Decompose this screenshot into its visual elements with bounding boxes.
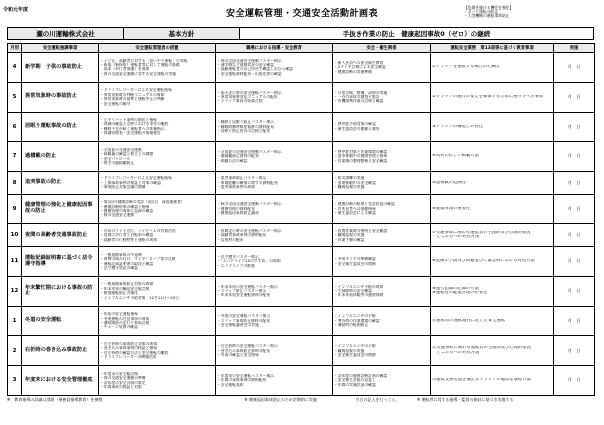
checks-cell — [431, 276, 554, 306]
manager-item: ・荷物の積み付け、ワイヤーロープ等の点検 — [100, 257, 176, 262]
priority-cell: 年末繁忙期における事故の防止 — [22, 276, 99, 306]
safety-item: ・凍結時の転倒防止 — [334, 323, 369, 328]
education-item: ・通学路など道路状況の安全確認 — [217, 62, 274, 67]
safety-cell — [333, 306, 431, 336]
priority-cell: 居眠り運転事故の防止 — [22, 112, 99, 142]
safety-item: ・寒冷時の作業環境の確認 — [334, 318, 380, 323]
checks-cell — [431, 306, 554, 336]
manager-item: ・チェーン装着の確認 — [100, 325, 138, 330]
education-item: ・安全運転表彰 — [217, 382, 244, 387]
education-item: ・春の全国交通安全運動パスター掲示 — [217, 58, 282, 63]
checks-item: ②トラックの運行の安全を確保するために遵守すべき事項 — [432, 94, 544, 99]
manager-item: ・右左折時の確認方法と安全運転の徹底 — [100, 350, 169, 355]
education-item: ・全国夏の交通安全運動パスター掲示 — [217, 150, 282, 155]
col-header-education: 職場における指導・安全教育 — [216, 44, 333, 53]
table-row — [8, 306, 595, 336]
footer-note: ※ 健康起因事故防止のため定期的に実施 — [244, 397, 317, 402]
manager-item: ・運転記録証明書の取得と確認 — [100, 261, 154, 266]
manager-item: ・安全パトロール — [100, 156, 131, 161]
checks-cell — [431, 194, 554, 224]
education-item: ・雨天走行時の安全運転パスター掲示 — [217, 90, 282, 95]
education-item: ・年末年始の安全運転パスター掲示 — [217, 284, 278, 289]
safety-cell — [333, 82, 431, 112]
manager-item: ・年間事故の検証と対策 — [100, 384, 142, 389]
education-item: ・睡眠と居眠り防止パスター掲示 — [217, 120, 274, 125]
manager-item: ・ドライブレコーダーの映像活用 — [100, 355, 157, 360]
safety-item: ・安全衛生委員会の開催 — [334, 261, 376, 266]
table-row — [8, 224, 595, 247]
education-cell — [216, 172, 333, 195]
education-item: ・秋の全国交通安全運動パスター掲示 — [217, 202, 282, 207]
result-date-cell: 月 日 — [554, 82, 595, 112]
header-note: 【危険を避ける機会を強化】 — [464, 5, 514, 10]
manager-cell — [99, 247, 216, 277]
safety-item: ・夏季休暇中の健康管理と指導 — [334, 154, 388, 159]
table-row — [8, 53, 595, 83]
month-cell: 7 — [8, 142, 22, 172]
manager-item: ・年度末の安全総点検 — [100, 371, 138, 376]
month-cell: 5 — [8, 82, 22, 112]
table-row — [8, 336, 595, 366]
checks-item: ⑪運転者の運転適性に応じた安全運転 — [432, 318, 506, 323]
manager-cell — [99, 82, 216, 112]
manager-cell — [99, 276, 216, 306]
education-item: ・冬道の安全運転パスター掲示 — [217, 314, 271, 319]
manager-item: ・積載量の確認と荷主との調整 — [100, 152, 154, 157]
result-date-cell: 月 日 — [554, 112, 595, 142]
safety-cell — [333, 194, 431, 224]
education-item: ・「エコドライブ10のすすめ」の周知 — [217, 259, 281, 264]
priority-cell: 新学期 子供の事故防止 — [22, 53, 99, 83]
education-cell — [216, 82, 333, 112]
manager-item: ・異常気象時の基準と運転中止の判断 — [100, 97, 165, 102]
header-note: ・ネバリ運転の防止 — [464, 9, 499, 15]
manager-item: ・早めのライト点灯、ハイビームの有効活用 — [100, 228, 176, 233]
policy-slogan: 手抜き作業の防止 健康起因事故0（ゼロ）の継続 — [240, 28, 594, 40]
education-item: ・健康管理の資料配布 — [217, 206, 255, 211]
table-row — [8, 366, 595, 396]
table-row — [8, 194, 595, 224]
manager-cell — [99, 112, 216, 142]
manager-item: ・秋の交通安全運動 — [100, 213, 135, 218]
safety-cell — [333, 172, 431, 195]
company-name: 瀬の川運輸株式会社 — [8, 28, 124, 40]
checks-cell — [431, 336, 554, 366]
result-date-cell: 月 日 — [554, 224, 595, 247]
education-item: ・過積載防止資料の配布 — [217, 154, 259, 159]
manager-item: ・体調管理表・安全運転の情報報告 — [100, 131, 161, 136]
education-item: ・年度末の安全運転パスター掲示 — [217, 373, 274, 378]
safety-item: ・一斉の事故の調査と集計 — [334, 94, 380, 99]
safety-item: ・職場巡視の実施 — [334, 348, 365, 353]
checks-cell — [431, 112, 554, 142]
safety-item: ・健康診断の実施準備 — [334, 69, 372, 74]
education-cell — [216, 336, 333, 366]
safety-item: ・インフルエンザの予防 — [334, 344, 376, 349]
manager-item: ・子ども、高齢者に対する「思いやり運転」の実践 — [100, 58, 188, 63]
priority-cell: 右折時の巻き込み事故防止 — [22, 336, 99, 366]
safety-item: ・健康診断の結果と受診状況の確認 — [334, 202, 395, 207]
checks-cell — [431, 142, 554, 172]
education-cell — [216, 366, 333, 396]
education-item: ・高齢運転者の自己申告で確認しおむつ確認 — [217, 67, 293, 72]
manager-cell — [99, 194, 216, 224]
education-item: ・トラック車両の始業点検 — [217, 99, 263, 104]
safety-item: ・防災訓練の実施 — [334, 176, 365, 181]
checks-item: ⑥健康管理の重要性 — [432, 206, 471, 211]
education-cell — [216, 276, 333, 306]
safety-item: ・衛生委員会の開催と報告 — [334, 126, 380, 131]
priority-cell: 年度末における安全管理徹底 — [22, 366, 99, 396]
checks-cell — [431, 247, 554, 277]
table-row — [8, 247, 595, 277]
checks-item: ⑧危険の予測及び回避並びに緊急時における対処方法 — [432, 259, 535, 264]
month-cell: 1 — [8, 306, 22, 336]
footer-note: 月日の記入を行うこと。 — [355, 397, 400, 402]
month-cell: 4 — [8, 53, 22, 83]
checks-cell — [431, 82, 554, 112]
manager-item: ・新規（新採用）運転者等に対して運転の基礎 — [100, 62, 180, 67]
checks-item: ⑩運転者の健康管理の必要性 — [432, 291, 488, 296]
education-item: ・居眠り防止用具の点検と配布 — [217, 129, 271, 134]
education-item: ・異常気象時対応マニュアルの配布 — [217, 94, 278, 99]
col-header-month: 月別 — [8, 44, 22, 53]
footer-note: ※ 教育指導の詳細は別紙（乗務員指導教育）を参照 — [7, 397, 103, 402]
manager-item: ・春の交通安全運動の準備 — [100, 376, 146, 381]
education-item: ・安全運転資料配布・出張先等の確認 — [217, 71, 282, 76]
manager-item: ・異常気象時の判断マニュアルの周知 — [100, 92, 165, 97]
manager-item: ・ヒヤリハット事例の抽出と指導 — [100, 118, 157, 123]
education-cell — [216, 142, 333, 172]
safety-item: ・夜間作業時の照明と安全確認 — [334, 228, 388, 233]
manager-cell — [99, 172, 216, 195]
col-header-manager: 安全運転管理者の措置 — [99, 44, 216, 53]
education-item: ・エコドライブの推進 — [217, 263, 255, 268]
checks-item: ③トラックの構造上の特性 — [432, 124, 484, 129]
safety-item: ・年間の実施状況の確認 — [334, 382, 376, 387]
result-date-cell: 月 日 — [554, 366, 595, 396]
manager-item: ・右左折時の事故防止対策の周知 — [100, 341, 157, 346]
month-cell: 3 — [8, 366, 22, 396]
manager-item: ・体調の確認と点呼における申告の徹底 — [100, 122, 169, 127]
education-cell — [216, 224, 333, 247]
education-item: ・反射材の配布 — [217, 237, 244, 242]
education-item: ・巻き込み事故防止資料の配布 — [217, 348, 271, 353]
checks-cell — [431, 366, 554, 396]
education-item: ・健康起因事故防止講習 — [217, 211, 259, 216]
priority-cell: 異常気象時の事故防止 — [22, 82, 99, 112]
month-cell: 12 — [8, 276, 22, 306]
manager-item: ・法令遵守状況の確認 — [100, 265, 138, 270]
policy-label: 基本方針 — [124, 28, 240, 40]
education-cell — [216, 306, 333, 336]
safety-cell — [333, 142, 431, 172]
checks-item: とこれらへの対処方法 — [432, 235, 480, 240]
fiscal-year: 令和元年度 — [3, 7, 29, 13]
manager-item: ・春の交通安全運動に対する安全運転の実施 — [100, 71, 176, 76]
footer-note: ※ 運転者に対する指導・監督の指針に基づき実施する — [416, 397, 514, 402]
manager-item: ・冬道運転の注意事項の周知 — [100, 316, 150, 321]
result-date-cell: 月 日 — [554, 172, 595, 195]
checks-cell — [431, 53, 554, 83]
table-header — [8, 44, 595, 53]
checks-item: ①トラックを運転する場合の心構え — [432, 65, 501, 70]
education-item: ・積載方法の確認 — [217, 158, 248, 163]
manager-item: ・全国夏の交通安全運動 — [100, 147, 142, 152]
safety-item: ・冬用タイヤの準備確認 — [334, 257, 376, 262]
month-cell: 2 — [8, 336, 22, 366]
checks-item: ④貨物の正しい積載方法 — [432, 154, 479, 159]
checks-item: ⑫交通事故に関わる運転者の生理的及び心理的要因 — [432, 346, 531, 351]
checks-item: ⑬運転支援装置を備えるトラックの適切な運転方法 — [432, 378, 531, 383]
safety-item: ・大掃除時の安全確認 — [334, 289, 372, 294]
result-date-cell: 月 日 — [554, 142, 595, 172]
safety-item: ・安全衛生計画の見直し — [334, 378, 376, 383]
safety-cell — [333, 112, 431, 142]
manager-item: ・健康診断結果の確認と指導 — [100, 204, 150, 209]
priority-cell: 運転記録証明書に基づく法令遵守指導 — [22, 247, 99, 277]
plan-table — [7, 43, 595, 396]
safety-cell — [333, 224, 431, 247]
col-header-safety: 安全・衛生関係 — [333, 44, 431, 53]
safety-item: ・安全衛生委員会の開催 — [334, 352, 376, 357]
education-item: ・睡眠時無呼吸症候群の資料配布 — [217, 124, 274, 129]
safety-item: ・職場巡視の実施 — [334, 185, 365, 190]
result-date-cell: 月 日 — [554, 247, 595, 277]
table-row — [8, 112, 595, 142]
safety-item: ・衛生委員会による確認 — [334, 211, 376, 216]
manager-item: ・巻き込み事故事例の検証と指導 — [100, 346, 157, 351]
manager-item: ・安全運転の順守 — [100, 101, 131, 106]
manager-cell — [99, 224, 216, 247]
education-item: ・年間の事故事例の資料配布 — [217, 378, 267, 383]
checks-cell — [431, 224, 554, 247]
manager-item: ・健康管理の周知と記録の確認 — [100, 209, 154, 214]
col-header-priority: 安全運転強調事項 — [22, 44, 99, 53]
education-item: ・年末年始安全運転資料の配布 — [217, 293, 271, 298]
month-cell: 11 — [8, 247, 22, 277]
manager-item: ・インフルエンザ予防対策 12月11日～20日 — [100, 295, 179, 300]
manager-item: ・高齢者の行動特性と運転の周知 — [100, 237, 157, 242]
checks-item: ⑨運行記録の記録の方法 — [432, 286, 479, 291]
education-item: ・安全運転講習会の実施 — [217, 323, 259, 328]
manager-item: ・一般道路事故防止対策の周知 — [100, 282, 154, 287]
checks-item: ⑤過積載の危険性 — [432, 180, 466, 185]
footer-notes — [7, 398, 594, 403]
month-cell: 6 — [8, 112, 22, 142]
header-note: ・大型機械の運転事故防止 — [464, 13, 510, 19]
manager-cell — [99, 53, 216, 83]
education-item: ・死角の確認と安全指導 — [217, 352, 259, 357]
priority-cell: 過積載の防止 — [22, 142, 99, 172]
manager-item: ・次年度の安全計画の策定 — [100, 380, 146, 385]
table-row — [8, 82, 595, 112]
result-date-cell: 月 日 — [554, 194, 595, 224]
education-item: ・高齢者事故事例の資料配布 — [217, 233, 267, 238]
education-item: ・車間距離の確保に関する資料配布 — [217, 180, 278, 185]
safety-item: ・新人社員への安全衛生教育 — [334, 60, 384, 65]
safety-item: ・熱中症対策と作業環境の確認 — [334, 150, 388, 155]
safety-item: ・有機溶剤作業の点検と確認 — [334, 99, 384, 104]
priority-cell: 冬道の安全運転 — [22, 306, 99, 336]
education-item: ・法令遵守パスター掲示 — [217, 254, 259, 259]
result-date-cell: 月 日 — [554, 336, 595, 366]
education-cell — [216, 112, 333, 142]
month-cell: 9 — [8, 194, 22, 224]
safety-item: ・熱中症予防対策の確認 — [334, 122, 376, 127]
table-row — [8, 172, 595, 195]
safety-item: ・インフルエンザの予防 — [334, 314, 376, 319]
manager-item: ・一般道路事故の多発期 — [100, 252, 142, 257]
col-header-result: 実施 — [554, 44, 595, 53]
safety-cell — [333, 247, 431, 277]
manager-item: 基本（歩行者保護）を周知 — [100, 67, 150, 72]
safety-item: ・有所見者への保健指導 — [334, 206, 376, 211]
header-notes — [464, 6, 594, 19]
safety-item: ・2タイヤ点検による安全確認 — [334, 65, 386, 70]
manager-cell — [99, 142, 216, 172]
table-row — [8, 142, 595, 172]
manager-item: ・事故防止対策会議の開催 — [100, 185, 146, 190]
safety-item: ・日常点検、整備、清掃の実施 — [334, 90, 388, 95]
priority-cell: 追突事故の防止 — [22, 172, 99, 195]
safety-item: ・次年度の健康診断計画の確認 — [334, 373, 388, 378]
month-cell: 10 — [8, 224, 22, 247]
table-row — [8, 276, 595, 306]
month-cell: 8 — [8, 172, 22, 195]
manager-item: ・第2回の健康診断の受診（2回目 深夜業務者） — [100, 200, 185, 205]
page-title: 安全運転管理・交通安全活動計画表 — [225, 9, 378, 19]
safety-item: ・インフルエンザ予防の周知 — [334, 284, 384, 289]
manager-item: ・上期事故事例の検証と対策の確認 — [100, 180, 161, 185]
manager-item: ・ドライブレコーダーによる安全運転指導 — [100, 176, 172, 181]
manager-item: ・年始の安全運転指導 — [100, 312, 138, 317]
safety-cell — [333, 336, 431, 366]
manager-item: ・睡眠不足が続く運転者への休養指示 — [100, 126, 165, 131]
manager-item: ・ドライブレコーダーによる安全運転指導 — [100, 88, 172, 93]
checks-cell — [431, 172, 554, 195]
safety-item: ・年末年始休暇中の連絡体制 — [334, 293, 384, 298]
result-date-cell: 月 日 — [554, 276, 595, 306]
manager-item: ・夜間の歩行者と自転車の確認 — [100, 233, 154, 238]
education-item: ・追突事故防止パスター掲示 — [217, 176, 267, 181]
education-item: ・スリップ防止パスター掲示 — [217, 289, 267, 294]
checks-item: ⑦交通事故に関わる運転者の生理的及び心理的要因 — [432, 230, 531, 235]
safety-item: ・夏期休暇中の安全確認 — [334, 180, 376, 185]
education-item: ・追突事故事例の周知 — [217, 185, 255, 190]
safety-cell — [333, 53, 431, 83]
result-date-cell: 月 日 — [554, 306, 595, 336]
manager-item: ・凍結路面の走行と車両点検 — [100, 321, 150, 326]
policy-table — [7, 27, 594, 40]
manager-item: ・年末年始の輸送安全総点検 — [100, 286, 150, 291]
safety-cell — [333, 276, 431, 306]
manager-item: ・荷主の過積載防止 — [100, 161, 135, 166]
priority-cell: 夜間の高齢者交通事故防止 — [22, 224, 99, 247]
manager-cell — [99, 336, 216, 366]
manager-item: ・飲酒運転防止の強化 — [100, 291, 138, 296]
education-item: ・スリップ事故防止資料の配布 — [217, 318, 271, 323]
safety-item: ・職場巡視の実施 — [334, 233, 365, 238]
education-cell — [216, 194, 333, 224]
education-cell — [216, 53, 333, 83]
education-item: ・右左折時の安全運転パスター掲示 — [217, 344, 278, 349]
col-header-checks: 運転安全業務 第13項等に基づく教育事項 — [431, 44, 554, 53]
education-item: ・夜間走行時の安全運転パスター掲示 — [217, 228, 282, 233]
manager-cell — [99, 306, 216, 336]
safety-item: ・作業場の整理整頓と安全確認 — [334, 158, 388, 163]
manager-cell — [99, 366, 216, 396]
checks-item: とこれらへの対処方法 — [432, 350, 480, 355]
result-date-cell: 月 日 — [554, 53, 595, 83]
education-cell — [216, 247, 333, 277]
safety-cell — [333, 366, 431, 396]
safety-item: ・作業手順の確認 — [334, 237, 365, 242]
priority-cell: 健康管理の強化と健康起因事故の防止 — [22, 194, 99, 224]
